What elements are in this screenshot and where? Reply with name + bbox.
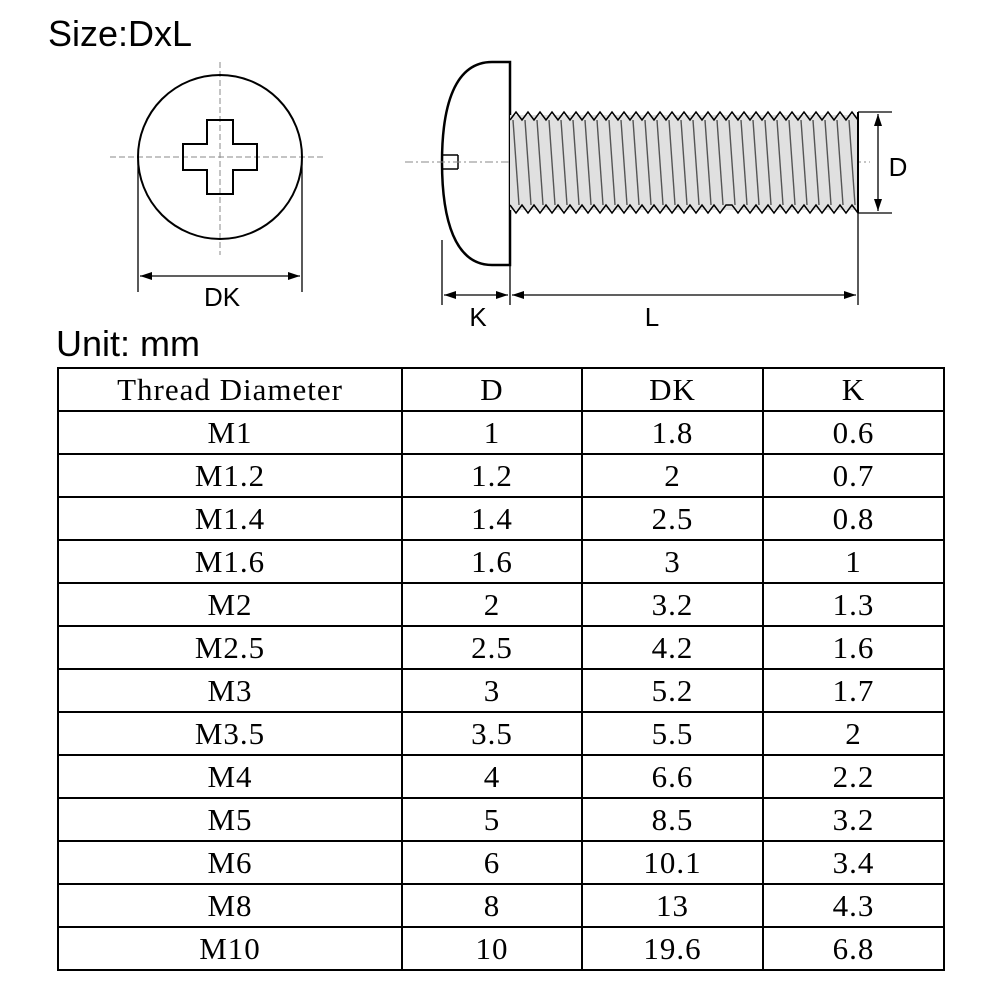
cell-k: 1.3 <box>763 583 944 626</box>
cell-k: 3.4 <box>763 841 944 884</box>
cell-dk: 10.1 <box>582 841 763 884</box>
cell-dk: 5.2 <box>582 669 763 712</box>
cell-thread-diameter: M1.6 <box>58 540 402 583</box>
cell-d: 1.2 <box>402 454 582 497</box>
cell-dk: 13 <box>582 884 763 927</box>
cell-k: 4.3 <box>763 884 944 927</box>
l-dimension-label: L <box>644 302 660 332</box>
cell-d: 5 <box>402 798 582 841</box>
cell-thread-diameter: M4 <box>58 755 402 798</box>
cell-dk: 2.5 <box>582 497 763 540</box>
header-dk: DK <box>582 368 763 411</box>
cell-d: 10 <box>402 927 582 970</box>
d-dimension-label: D <box>888 152 908 182</box>
cell-d: 1.4 <box>402 497 582 540</box>
cell-thread-diameter: M6 <box>58 841 402 884</box>
cell-dk: 8.5 <box>582 798 763 841</box>
table-row <box>58 927 944 970</box>
phillips-head-top-view-icon <box>110 62 325 292</box>
size-spec-table <box>57 367 945 971</box>
cell-k: 1 <box>763 540 944 583</box>
k-dimension-label: K <box>469 302 487 332</box>
cell-thread-diameter: M8 <box>58 884 402 927</box>
table-header-row <box>58 368 944 411</box>
cell-thread-diameter: M1 <box>58 411 402 454</box>
cell-thread-diameter: M2 <box>58 583 402 626</box>
header-k: K <box>763 368 944 411</box>
cell-thread-diameter: M2.5 <box>58 626 402 669</box>
table-row <box>58 669 944 712</box>
table-row <box>58 497 944 540</box>
cell-d: 2.5 <box>402 626 582 669</box>
table-row <box>58 583 944 626</box>
cell-dk: 19.6 <box>582 927 763 970</box>
cell-d: 1 <box>402 411 582 454</box>
header-thread-diameter: Thread Diameter <box>58 368 402 411</box>
table-row <box>58 884 944 927</box>
screw-side-view-icon <box>405 62 892 305</box>
dk-dimension-label: DK <box>203 282 241 312</box>
table-row <box>58 626 944 669</box>
cell-d: 2 <box>402 583 582 626</box>
cell-k: 0.6 <box>763 411 944 454</box>
cell-k: 0.7 <box>763 454 944 497</box>
table-row <box>58 454 944 497</box>
unit-label: Unit: mm <box>56 323 200 364</box>
cell-k: 1.6 <box>763 626 944 669</box>
cell-d: 3 <box>402 669 582 712</box>
cell-d: 6 <box>402 841 582 884</box>
cell-dk: 1.8 <box>582 411 763 454</box>
cell-k: 3.2 <box>763 798 944 841</box>
cell-d: 1.6 <box>402 540 582 583</box>
cell-dk: 6.6 <box>582 755 763 798</box>
table-row <box>58 798 944 841</box>
cell-thread-diameter: M1.4 <box>58 497 402 540</box>
cell-dk: 2 <box>582 454 763 497</box>
table-row <box>58 411 944 454</box>
table-row <box>58 712 944 755</box>
cell-thread-diameter: M5 <box>58 798 402 841</box>
cell-k: 1.7 <box>763 669 944 712</box>
cell-d: 4 <box>402 755 582 798</box>
table-row <box>58 540 944 583</box>
cell-dk: 4.2 <box>582 626 763 669</box>
screw-diagram <box>0 0 1000 365</box>
cell-d: 8 <box>402 884 582 927</box>
cell-thread-diameter: M3.5 <box>58 712 402 755</box>
cell-k: 2.2 <box>763 755 944 798</box>
cell-d: 3.5 <box>402 712 582 755</box>
header-d: D <box>402 368 582 411</box>
size-label: Size:DxL <box>48 13 193 54</box>
table-row <box>58 841 944 884</box>
cell-k: 0.8 <box>763 497 944 540</box>
cell-thread-diameter: M1.2 <box>58 454 402 497</box>
cell-k: 2 <box>763 712 944 755</box>
cell-thread-diameter: M3 <box>58 669 402 712</box>
cell-thread-diameter: M10 <box>58 927 402 970</box>
cell-dk: 3 <box>582 540 763 583</box>
table-row <box>58 755 944 798</box>
cell-dk: 3.2 <box>582 583 763 626</box>
cell-dk: 5.5 <box>582 712 763 755</box>
cell-k: 6.8 <box>763 927 944 970</box>
